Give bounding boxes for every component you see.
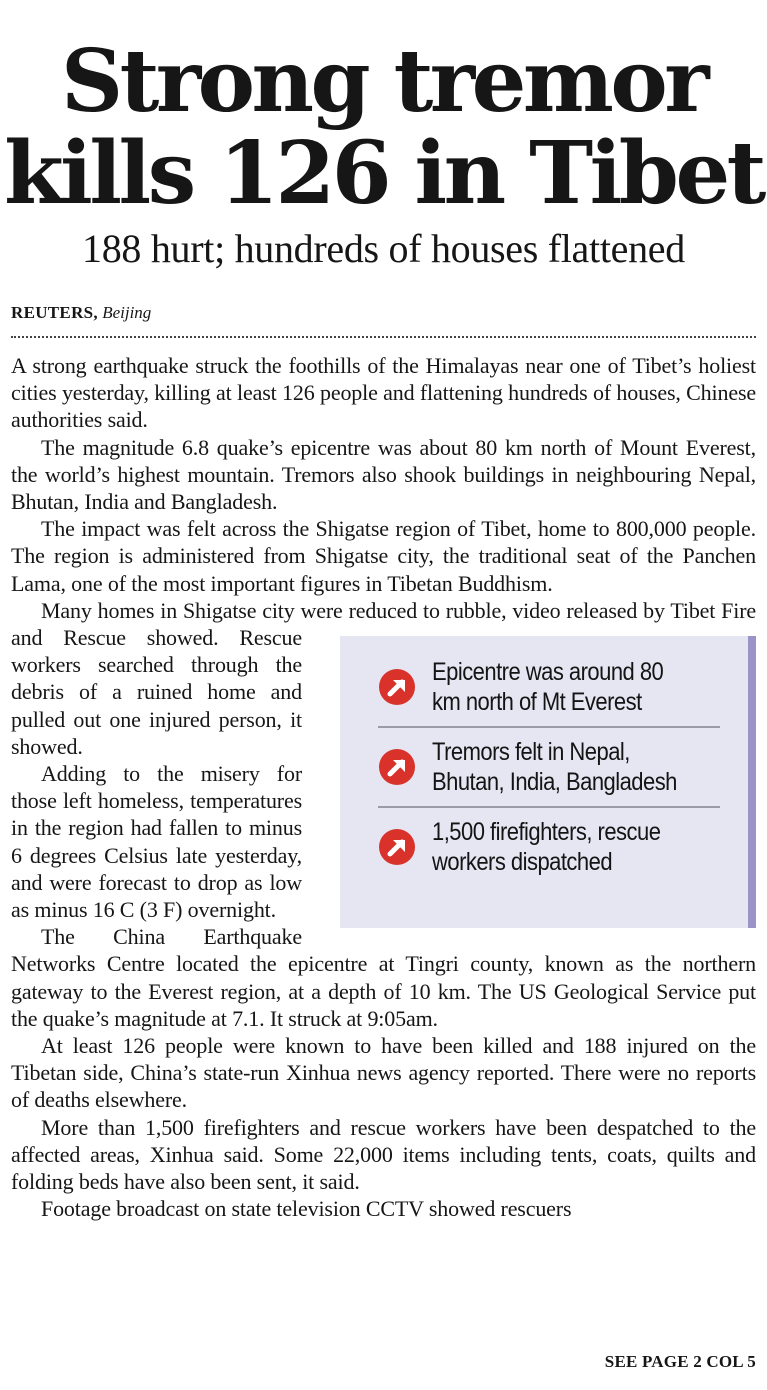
continuation-jump-line: SEE PAGE 2 COL 5	[604, 1352, 756, 1371]
factbox-item	[378, 808, 720, 886]
subheadline: 188 hurt; hundreds of houses flattened	[82, 226, 685, 271]
article-paragraph: The China Earthquake Networks Centre located the epicentre at Tingri county, known as the northern gateway to the Everest region, at a depth of 10 km. The US Geological Service put the quake’s magnitude at 7.1. It struck at 9:05am.	[11, 924, 756, 1031]
article-paragraph: Many homes in Shigatse city were reduced to rubble, video released by Tibet Fire and Rescue showed. Rescue workers searched through the debris of a ruined home and pulled out one injured person, it showed.	[11, 597, 756, 759]
factbox-item-line: km north of Mt Everest	[432, 688, 642, 716]
factbox	[340, 636, 756, 928]
dotted-divider	[11, 336, 756, 338]
article-body	[11, 352, 756, 1223]
factbox-item-text	[432, 737, 677, 797]
article-paragraph: Adding to the misery for those left homeless, temperatures in the region had fallen to minus 6 degrees Celsius late yesterday, and were forecast to drop as low as minus 16 C (3 F) overnight.	[11, 761, 302, 923]
byline-agency: REUTERS,	[11, 303, 98, 322]
article-paragraph: At least 126 people were known to have been killed and 188 injured on the Tibetan side, China’s state-run Xinhua news agency reported. There were no reports of deaths elsewhere.	[11, 1033, 756, 1113]
article-paragraph: The impact was felt across the Shigatse region of Tibet, home to 800,000 people. The region is administered from Shigatse city, the traditional seat of the Panchen Lama, one of the most important figures in Tibetan Buddhism.	[11, 516, 756, 596]
arrow-up-right-circle-icon	[378, 668, 416, 706]
factbox-item-text	[432, 657, 663, 717]
article-paragraph: More than 1,500 firefighters and rescue workers have been despatched to the affected areas, Xinhua said. Some 22,000 items including tents, coats, quilts and folding beds have also been sent, it said.	[11, 1114, 756, 1195]
arrow-up-right-circle-icon	[378, 828, 416, 866]
factbox-item-text	[432, 817, 660, 877]
arrow-up-right-circle-icon	[378, 748, 416, 786]
factbox-item-line: Epicentre was around 80	[432, 658, 664, 686]
factbox-item	[378, 648, 720, 728]
factbox-item-line: Tremors felt in Nepal,	[432, 738, 630, 766]
factbox-item-line: workers dispatched	[432, 848, 613, 876]
article-paragraph: The magnitude 6.8 quake’s epicentre was about 80 km north of Mount Everest, the world’s highest mountain. Tremors also shook buildings in neighbouring Nepal, Bhutan, India and Bangladesh.	[11, 434, 756, 515]
byline-location: Beijing	[102, 303, 152, 322]
factbox-item	[378, 728, 720, 808]
headline	[0, 31, 767, 224]
headline-line-1: Strong tremor	[60, 31, 707, 132]
headline-line-2: kills 126 in Tibet	[4, 123, 763, 224]
article-paragraph: A strong earthquake struck the foothills of the Himalayas near one of Tibet’s holiest cities yesterday, killing at least 126 people and flattening hundreds of houses, Chinese authorities said.	[11, 353, 756, 433]
article-paragraph: Footage broadcast on state television CCTV showed rescuers	[41, 1196, 572, 1222]
factbox-item-line: Bhutan, India, Bangladesh	[432, 768, 677, 796]
byline	[11, 302, 151, 324]
factbox-item-line: 1,500 firefighters, rescue	[432, 818, 661, 846]
